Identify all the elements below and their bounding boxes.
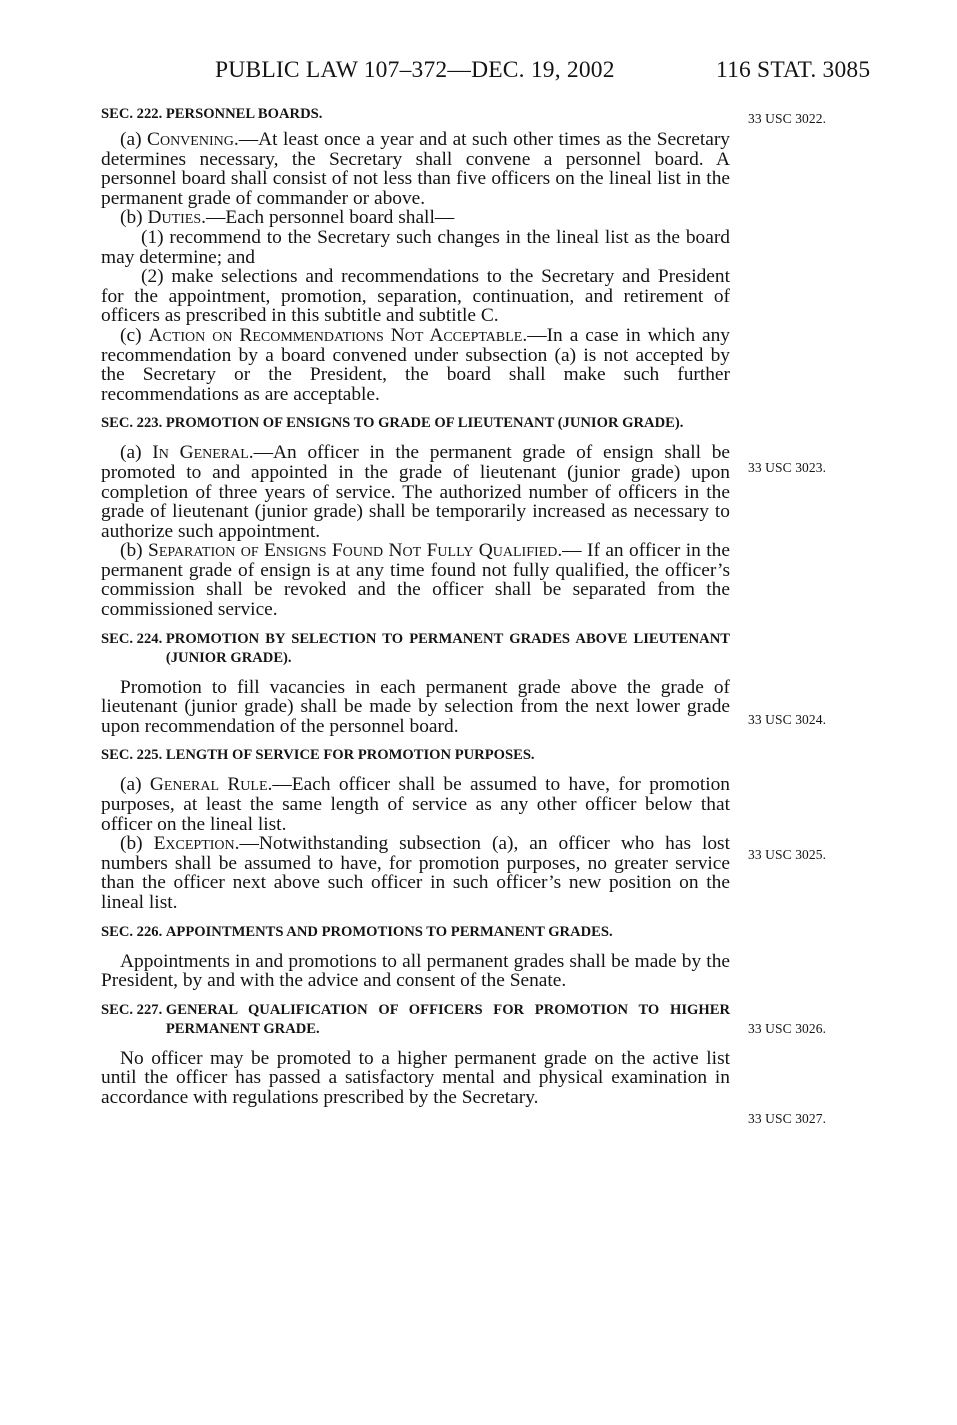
- margin-note-3026: 33 USC 3026.: [748, 1021, 827, 1036]
- section-number: SEC. 226.: [101, 923, 163, 940]
- subsection-heading: Duties: [147, 207, 202, 229]
- paragraph-222-b-1: (1) recommend to the Secretary such changes in the lineal list as the board may determine; and: [101, 226, 730, 268]
- margin-note-3024: 33 USC 3024.: [748, 712, 827, 727]
- section-heading-226: [101, 923, 730, 942]
- margin-note-3022: 33 USC 3022.: [748, 111, 827, 126]
- section-number: SEC. 225.: [101, 747, 163, 764]
- paragraph-226: Appointments in and promotions to all permanent grades shall be made by the President, by and with the advice and consent of the Senate.: [101, 950, 730, 992]
- section-number: SEC. 222.: [101, 106, 163, 122]
- paragraph-223-a: (a) In General.—An officer in the permanent grade of ensign shall be promoted to and appointed in the grade of lieutenant (junior grade) upon completion of three years of service. The authorized number of officers in the grade of lieutenant (junior grade) shall be temporarily increased as necessary to authorize such appointment.: [101, 442, 730, 542]
- section-title: PROMOTION BY SELECTION TO PERMANENT GRADES ABOVE LIEUTENANT (JUNIOR GRADE).: [165, 630, 730, 666]
- subsection-heading: Exception: [153, 833, 235, 855]
- margin-note-3027: 33 USC 3027.: [748, 1111, 827, 1126]
- section-heading-227: [101, 1001, 730, 1039]
- section-number: SEC. 223.: [101, 415, 163, 432]
- section-title: APPOINTMENTS AND PROMOTIONS TO PERMANENT GRADES.: [165, 923, 613, 940]
- section-title: LENGTH OF SERVICE FOR PROMOTION PURPOSES.: [165, 747, 535, 764]
- paragraph-222-c: (c) Action on Recommendations Not Acceptable.—In a case in which any recommendation by a board convened under subsection (a) is not accepted by the Secretary or the President, the board shall make such further recommendations as are acceptable.: [101, 324, 730, 405]
- body-column: [101, 105, 730, 1108]
- subsection-heading: Action on Recommendations Not Acceptable: [148, 324, 523, 346]
- section-number: SEC. 224.: [101, 630, 163, 647]
- section-number: SEC. 227.: [101, 1001, 163, 1018]
- paragraph-225-a: (a) General Rule.—Each officer shall be assumed to have, for promotion purposes, at least the same length of service as any other officer below that officer on the lineal list.: [101, 774, 730, 835]
- section-heading-224: [101, 630, 730, 668]
- margin-note-3023: 33 USC 3023.: [748, 460, 827, 475]
- section-heading-225: [101, 746, 730, 765]
- paragraph-227: No officer may be promoted to a higher permanent grade on the active list until the officer has passed a satisfactory mental and physical examination in accordance with regulations prescribed by the Secretary.: [101, 1047, 730, 1108]
- section-title: PROMOTION OF ENSIGNS TO GRADE OF LIEUTENANT (JUNIOR GRADE).: [165, 415, 684, 432]
- paragraph-223-b: (b) Separation of Ensigns Found Not Fully Qualified.— If an officer in the permanent grade of ensign is at any time found not fully qualified, the officer’s commission shall be revoked and the officer shall be separated from the commissioned service.: [101, 540, 730, 621]
- subsection-heading: Separation of Ensigns Found Not Fully Qualified: [148, 540, 558, 562]
- subsection-heading: Convening: [147, 129, 234, 150]
- subsection-heading: In General: [152, 442, 249, 464]
- running-head: PUBLIC LAW 107–372—DEC. 19, 2002: [215, 57, 615, 83]
- paragraph-224: Promotion to fill vacancies in each permanent grade above the grade of lieutenant (junior grade) shall be made by selection from the next lower grade upon recommendation of the personnel board.: [101, 676, 730, 737]
- section-title: GENERAL QUALIFICATION OF OFFICERS FOR PROMOTION TO HIGHER PERMANENT GRADE.: [165, 1001, 730, 1037]
- margin-note-3025: 33 USC 3025.: [748, 847, 827, 862]
- subsection-heading: General Rule: [149, 774, 268, 796]
- paragraph-222-b: (b) Duties.—Each personnel board shall—: [120, 207, 455, 229]
- paragraph-222-a: (a) Convening.—At least once a year and at such other times as the Secretary determines necessary, the Secretary shall convene a personnel board. A personnel board shall consist of not less than five officers on the lineal list in the permanent grade of commander or above.: [101, 129, 730, 209]
- paragraph-222-b-2: (2) make selections and recommendations to the Secretary and President for the appointment, promotion, separation, continuation, and retirement of officers as prescribed in this subtitle and subtitle C.: [101, 266, 730, 327]
- stat-page-number: 116 STAT. 3085: [716, 57, 871, 83]
- section-heading-223: [101, 414, 730, 433]
- paragraph-225-b: (b) Exception.—Notwithstanding subsection (a), an officer who has lost numbers shall be assumed to have, for promotion purposes, no greater service than the officer next above such officer in such officer’s new position on the lineal list.: [101, 833, 730, 913]
- section-title: PERSONNEL BOARDS.: [165, 106, 323, 122]
- section-heading-222: [101, 105, 730, 124]
